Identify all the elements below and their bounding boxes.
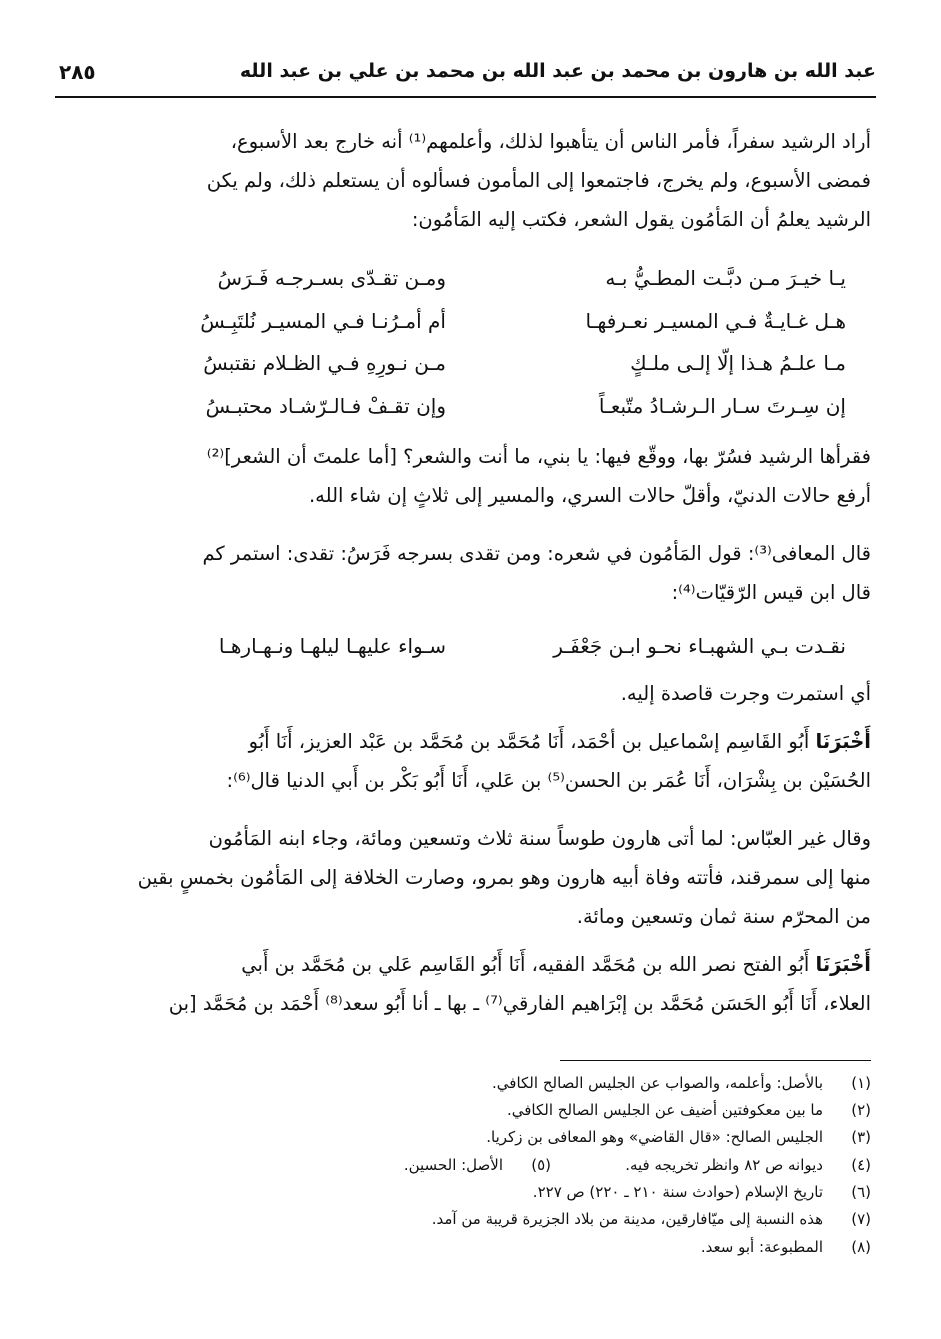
page-header xyxy=(55,56,876,98)
poem-verse xyxy=(96,258,846,298)
footnote-text: هذه النسبة إلى ميّافارقين، مدينة من بلاد الجزيرة قريبة من آمد. xyxy=(431,1210,823,1228)
footnote-number: (٥) xyxy=(531,1156,551,1174)
verse-second-hemistich: وإن تقـفْ فـالـرّشـاد محتبـسُ xyxy=(205,394,446,418)
text-line: فمضى الأسبوع، ولم يخرج، فاجتمعوا إلى المأمون فسألوه أن يستعلم ذلك، ولم يكن xyxy=(206,169,871,192)
paragraph-isnad-2 xyxy=(65,945,871,1023)
verse-second-hemistich: سـواء عليهـا ليلهـا ونـهـارهـا xyxy=(218,634,446,658)
verse-first-hemistich: مـا علـمُ هـذا إلّا إلـى ملـكٍ xyxy=(630,351,846,375)
footnote xyxy=(507,1100,871,1120)
text-line-rest: أَبُو القَاسِم إسْماعيل بن أحْمَد، أَنَا مُحَمَّد بن مُحَمَّد بن عَبْد العزيز، أَنَا أَبُو xyxy=(248,730,810,753)
running-title: عبد الله بن هارون بن محمد بن عبد الله بن محمد بن علي بن عبد الله xyxy=(239,60,876,82)
paragraph-isnad-1 xyxy=(65,722,871,800)
verse-second-hemistich: ومـن تقـدّى بسـرجـه فَـرَسُ xyxy=(217,266,446,290)
verse-first-hemistich: إن سِـرتَ سـار الـرشـادُ متّبعـاً xyxy=(598,394,846,418)
text-line xyxy=(65,945,871,984)
paragraph-rashid-reply xyxy=(65,437,871,515)
footnote-number: (٣) xyxy=(851,1128,871,1146)
footnote-text: ديوانه ص ٨٢ وانظر تخريجه فيه. xyxy=(625,1156,823,1174)
text-line: أي استمرت وجرت قاصدة إليه. xyxy=(620,682,871,705)
footnotes-divider xyxy=(560,1060,871,1061)
paragraph-gloss xyxy=(65,674,871,713)
footnote-text: تاريخ الإسلام (حوادث سنة ٢١٠ ـ ٢٢٠) ص ٢٢٧. xyxy=(532,1183,823,1201)
footnote xyxy=(492,1073,871,1093)
poem-verse xyxy=(96,343,846,383)
text-line: أراد الرشيد سفراً، فأمر الناس أن يتأهبوا لذلك، وأعلمهم⁽¹⁾ أنه خارج بعد الأسبوع، xyxy=(230,130,871,153)
verse-second-hemistich: أم أمـرُنـا فـي المسيـر نُلتَبِـسُ xyxy=(200,309,446,333)
poem-verse xyxy=(96,626,846,666)
footnote xyxy=(486,1127,871,1147)
footnote-number: (١) xyxy=(851,1074,871,1092)
paragraph-travel-announcement xyxy=(65,122,871,239)
verse-first-hemistich: يـا خيـرَ مـن دبَّـت المطـيُّ بـه xyxy=(605,266,846,290)
footnote xyxy=(701,1237,871,1257)
footnote xyxy=(533,1182,871,1202)
text-line: أرفع حالات الدنيّ، وأقلّ حالات السري، والمسير إلى ثلاثٍ إن شاء الله. xyxy=(308,484,871,507)
footnote-text: الأصل: الحسين. xyxy=(403,1156,503,1174)
page-number: ٢٨٥ xyxy=(59,60,96,84)
text-line: الحُسَيْن بن بِشْرَان، أَنَا عُمَر بن الحسن⁽⁵⁾ بن عَلي، أَنَا أَبُو بَكْر بن أَبي الدنيا قال⁽⁶⁾: xyxy=(226,769,871,792)
akhbarana-lead: أَخْبَرَنَا xyxy=(815,730,871,753)
text-line: قال المعافى⁽³⁾: قول المَأمُون في شعره: ومن تقدى بسرجه فَرَسُ: تقدى: استمر كم xyxy=(202,542,871,565)
text-line: قال ابن قيس الرّقيّات⁽⁴⁾: xyxy=(671,581,871,604)
footnote xyxy=(625,1155,871,1175)
verse-first-hemistich: هـل غـايـةٌ فـي المسيـر نعـرفهـا xyxy=(585,309,846,333)
footnote-text: الجليس الصالح: «قال القاضي» وهو المعافى بن زكريا. xyxy=(486,1128,823,1146)
footnote-text: ما بين معكوفتين أضيف عن الجليس الصالح الكافي. xyxy=(506,1101,823,1119)
text-line: منها إلى سمرقند، فأتته وفاة أبيه هارون وهو بمرو، وصارت الخلافة إلى المَأمُون بخمسٍ بقين xyxy=(137,866,871,889)
footnote-number: (٤) xyxy=(851,1156,871,1174)
text-line: الرشيد يعلمُ أن المَأمُون يقول الشعر، فكتب إليه المَأمُون: xyxy=(411,208,871,231)
footnote-number: (٨) xyxy=(851,1238,871,1256)
footnote-text: بالأصل: وأعلمه، والصواب عن الجليس الصالح الكافي. xyxy=(492,1074,823,1092)
footnote-number: (٧) xyxy=(851,1210,871,1228)
text-line-rest: أَبُو الفتح نصر الله بن مُحَمَّد الفقيه، أَنَا أَبُو القَاسِم عَلي بن مُحَمَّد بن أَبي xyxy=(241,953,810,976)
footnote-inline xyxy=(404,1155,551,1175)
footnote xyxy=(432,1209,871,1229)
text-line: من المحرّم سنة ثمان وتسعين ومائة. xyxy=(576,905,871,928)
text-line: العلاء، أَنَا أَبُو الحَسَن مُحَمَّد بن إبْرَاهيم الفارقي⁽⁷⁾ ـ بها ـ أنا أَبُو سعد⁽⁸⁾ أَحْمَد بن مُحَمَّد [بن xyxy=(168,992,871,1015)
footnote-number: (٢) xyxy=(851,1101,871,1119)
text-line: وقال غير العبّاس: لما أتى هارون طوساً سنة ثلاث وتسعين ومائة، وجاء ابنه المَأمُون xyxy=(208,827,871,850)
footnote-number: (٦) xyxy=(851,1183,871,1201)
footnote-text: المطبوعة: أبو سعد. xyxy=(700,1238,823,1256)
paragraph-muafa-note xyxy=(65,534,871,612)
akhbarana-lead: أَخْبَرَنَا xyxy=(815,953,871,976)
paragraph-caliphate xyxy=(65,819,871,936)
verse-first-hemistich: نقـدت بـي الشهبـاء نحـو ابـن جَعْفَـر xyxy=(553,634,846,658)
text-line: فقرأها الرشيد فسُرّ بها، ووقّع فيها: يا بني، ما أنت والشعر؟ [أما علمتَ أن الشعر]⁽²⁾ xyxy=(206,445,871,468)
text-line xyxy=(65,722,871,761)
poem-verse xyxy=(96,386,846,426)
poem-verse xyxy=(96,301,846,341)
verse-second-hemistich: مـن نـورِهِ فـي الظـلام نقتبسُ xyxy=(203,351,446,375)
